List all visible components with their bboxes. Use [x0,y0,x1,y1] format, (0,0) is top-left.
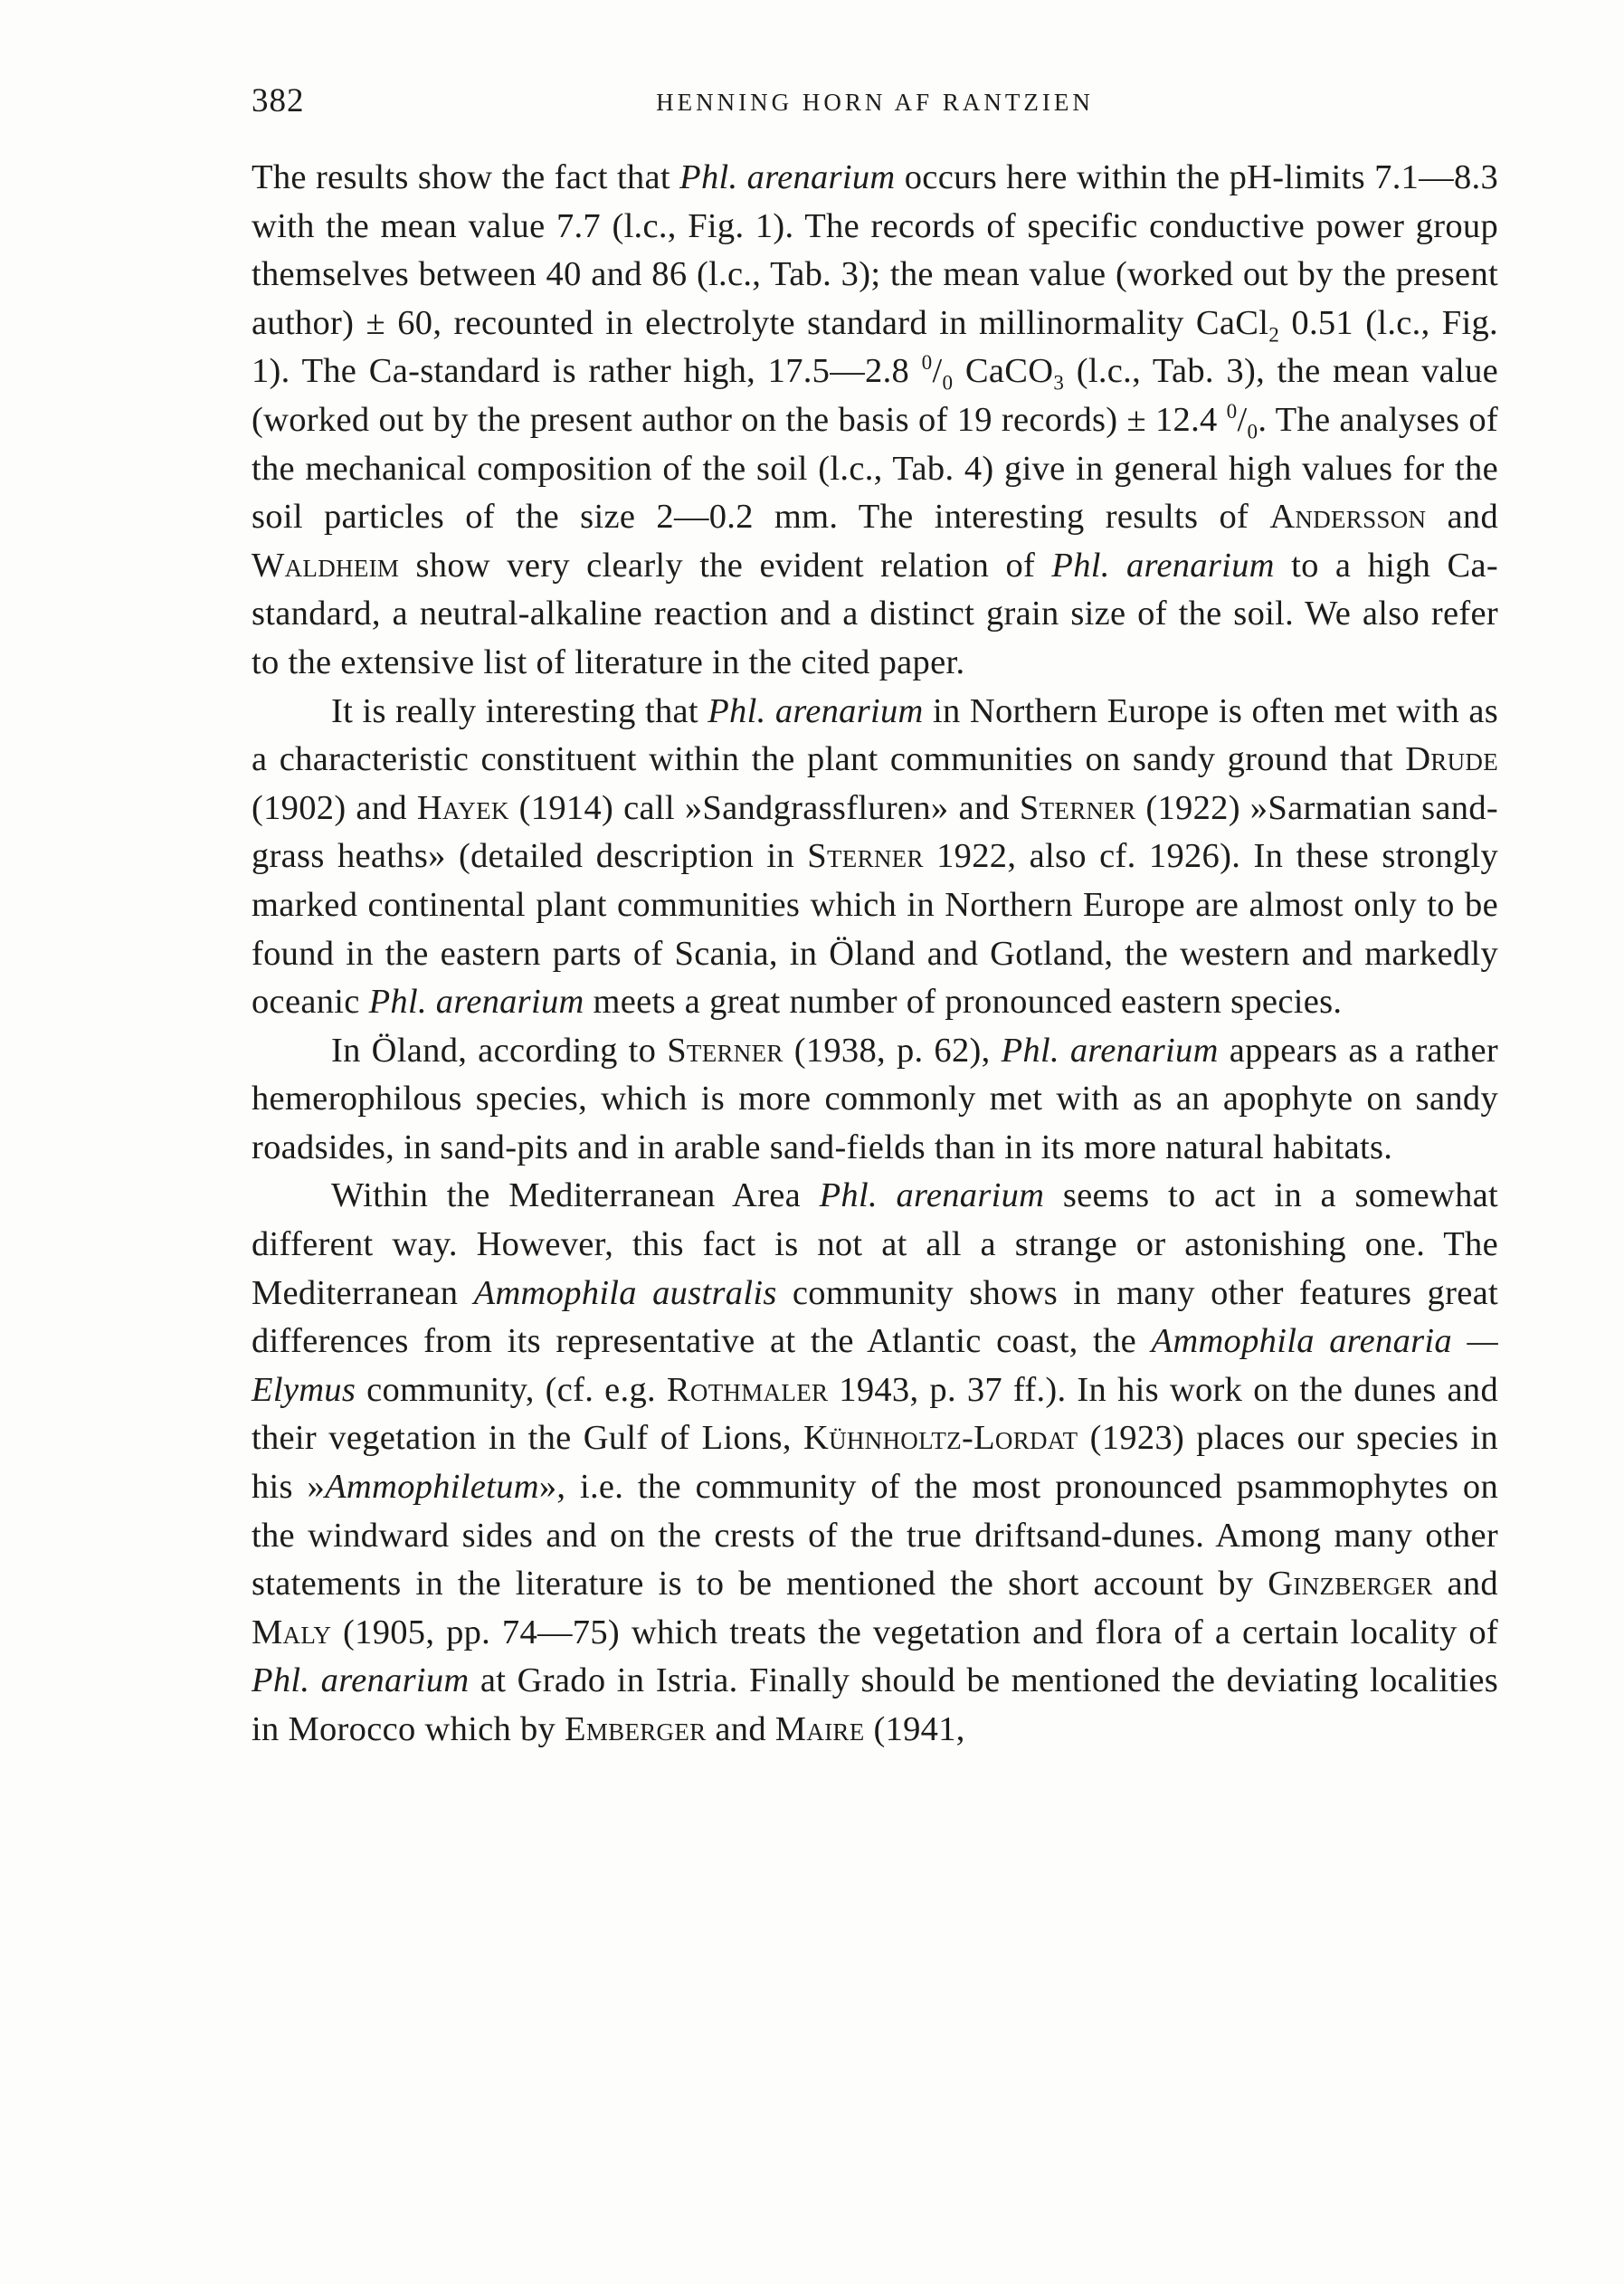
superscript: 0 [1226,399,1238,423]
text-run: and [1432,1565,1498,1604]
text-run: seems to act in a somewhat different way. However, this fact is not at all a strange or astonishing one. The Mediterranean [252,1176,1499,1312]
subscript: 0 [1247,419,1258,443]
text-run: (1914) call »Sandgrassfluren» and [508,788,1020,827]
paragraph [252,688,1498,1027]
text-run: 1922, also cf. 1926). In these strongly marked continental plant communities which in Northern Europe are almost only to be found in the eastern parts of Scania, in Öland and Gotland, the western and markedly oceanic [252,837,1499,1022]
author-name: Andersson [1269,498,1427,537]
superscript: 0 [921,350,933,375]
text-run: (1902) and [252,788,417,827]
text-run: / [1237,400,1248,439]
text-run: to a high Ca-standard, a neutral-alkaline reaction and a distinct grain size of the soil. We also refer to the extensive list of literature in the cited paper. [252,546,1498,681]
text-run: It is really interesting that [331,691,708,730]
species-name: Phl. arenarium [252,1661,470,1700]
species-name: Phl. arenarium [708,691,924,730]
author-name: Ginzberger [1268,1565,1433,1604]
species-name: Ammophila australis [473,1273,777,1312]
paragraph [252,154,1498,688]
page-header [252,81,1498,127]
species-name: Phl. arenarium [1001,1031,1219,1070]
text-run: (1905, pp. 74—75) which treats the vegetation and flora of a certain locality of [331,1613,1498,1651]
text-run: at Grado in Istria. Finally should be mentioned the deviating localities in Morocco which by [252,1661,1498,1748]
subscript: 2 [1268,322,1280,347]
species-name: Phl. arenarium [819,1176,1045,1215]
text-run: The results show the fact that [252,158,680,196]
text-run: In Öland, according to [331,1031,668,1070]
text-run: occurs here within the pH-limits 7.1—8.3 with the mean value 7.7 (l.c., Fig. 1). The records of specific conductive power group themselves between 40 and 86 (l.c., Tab. 3); the mean value (worked out by the present author) ± 60, recounted in electrolyte standard in millinormality CaCl [252,158,1498,342]
paragraph [252,1172,1498,1754]
text-run: community shows in many other features great differences from its representative at the Atlantic coast, the [252,1273,1498,1361]
text-run: (1941, [864,1710,965,1748]
text-run: 0.51 (l.c., Fig. 1). The Ca-standard is rather high, 17.5—2.8 [252,303,1498,391]
author-name: Drude [1405,740,1498,779]
text-run: Within the Mediterranean Area [331,1176,820,1215]
text-run: in Northern Europe is often met with as a characteristic constituent within the plant communities on sandy ground that [252,691,1499,779]
author-name: Sterner [667,1031,784,1070]
author-name: Rothmaler [666,1370,829,1409]
species-name: Ammophila arenaria — Elymus [252,1322,1498,1409]
author-name: Kühnholtz-Lordat [803,1419,1078,1458]
text-run: (l.c., Tab. 3), the mean value (worked out by the present author on the basis of 19 records) ± 12.4 [252,352,1499,439]
text-run: CaCO [953,352,1054,391]
body-text [252,154,1498,1755]
running-head: HENNING HORN AF RANTZIEN [656,89,1094,116]
paragraph [252,1027,1498,1173]
page-number: 382 [252,82,305,119]
text-run: show very clearly the evident relation of [399,546,1052,585]
author-name: Maire [774,1710,865,1748]
subscript: 3 [1053,371,1065,395]
text-run: . The analyses of the mechanical composition of the soil (l.c., Tab. 4) give in general high values for the soil particles of the size 2—0.2 mm. The interesting results of [252,400,1498,537]
text-run: (1938, p. 62), [783,1031,1002,1070]
community-name: Ammophiletum [325,1468,539,1507]
species-name: Phl. arenarium [368,983,584,1022]
species-name: Phl. arenarium [679,158,896,196]
text-run: meets a great number of pronounced eastern species. [584,983,1343,1022]
author-name: Hayek [416,788,509,827]
author-name: Maly [252,1613,332,1651]
text-run: 1943, p. 37 ff.). In his work on the dunes and their vegetation in the Gulf of Lions, [252,1370,1498,1458]
text-run: », i.e. the community of the most pronounced psammophytes on the windward sides and on the crests of the true driftsand-dunes. Among many other statements in the literature is to be mentioned the short account by [252,1468,1498,1604]
text-run: and [1426,498,1498,537]
text-run: appears as a rather hemerophilous species, which is more commonly met with as an apophyte on sandy roadsides, in sand-pits and in arable sand-fields than in its more natural habitats. [252,1031,1498,1166]
species-name: Phl. arenarium [1051,546,1275,585]
author-name: Waldheim [252,546,400,585]
author-name: Sterner [807,837,924,876]
text-run: and [706,1710,775,1748]
subscript: 0 [942,371,954,395]
author-name: Emberger [565,1710,707,1748]
text-run: community, (cf. e.g. [356,1370,667,1409]
text-run: (1923) places our species in his » [252,1419,1498,1507]
text-run: / [932,352,943,391]
author-name: Sterner [1019,788,1136,827]
text-run: (1922) »Sarmatian sand-grass heaths» (detailed description in [252,788,1498,876]
